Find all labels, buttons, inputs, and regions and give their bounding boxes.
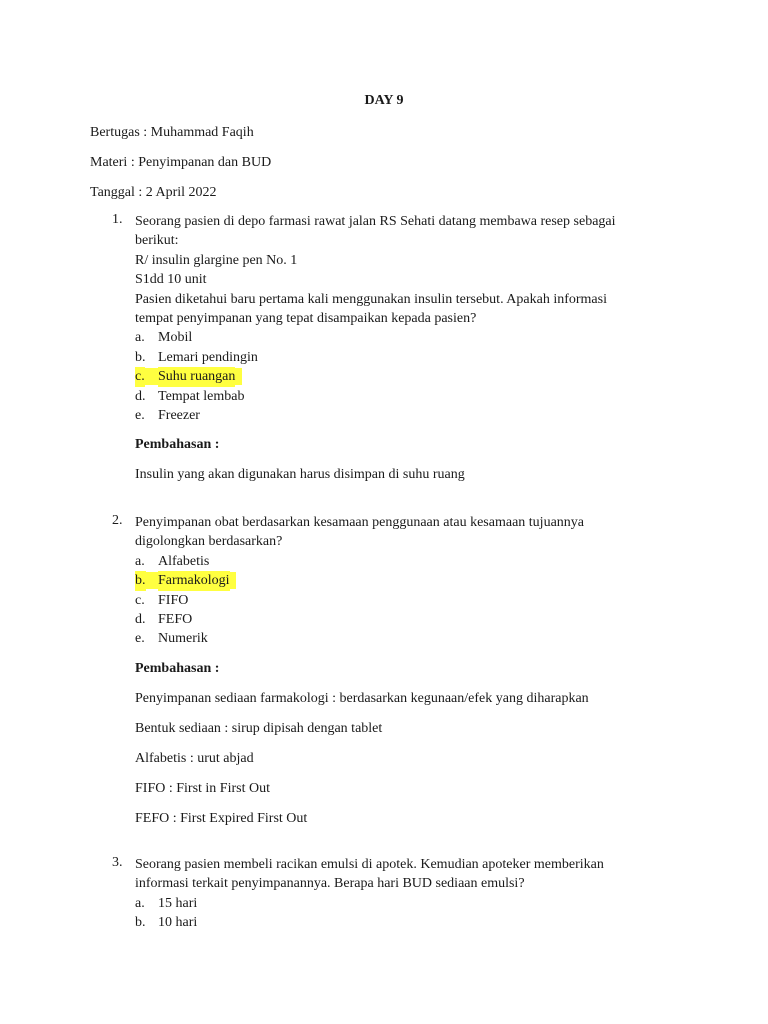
question-line: R/ insulin glargine pen No. 1	[135, 252, 298, 268]
answer-option-b	[135, 348, 665, 367]
answer-option-d	[135, 387, 665, 406]
question-line: Penyimpanan obat berdasarkan kesamaan penggunaan atau kesamaan tujuannya	[135, 515, 584, 530]
option-text: Lemari pendingin	[158, 349, 258, 365]
pembahasan-line: FEFO : First Expired First Out	[135, 810, 308, 826]
document-title-text: DAY 9	[364, 93, 404, 108]
question-number: 2.	[112, 513, 123, 528]
answer-option-a	[135, 552, 665, 571]
option-text: Suhu ruangan	[158, 367, 235, 386]
question-line: Seorang pasien di depo farmasi rawat jalan RS Sehati datang membawa resep sebagai	[135, 214, 616, 229]
option-text: Farmakologi	[158, 571, 230, 590]
option-text: Alfabetis	[158, 553, 210, 569]
option-text: Mobil	[158, 330, 193, 346]
question-line: tempat penyimpanan yang tepat disampaikan kepada pasien?	[135, 311, 477, 327]
question-line: Seorang pasien membeli racikan emulsi di apotek. Kemudian apoteker memberikan	[135, 857, 604, 872]
answer-option-b	[135, 913, 665, 932]
question-body	[135, 513, 665, 828]
option-letter: d.	[135, 611, 146, 627]
pembahasan-line: Penyimpanan sediaan farmakologi : berdasarkan kegunaan/efek yang diharapkan	[135, 690, 589, 706]
question-body	[135, 855, 665, 933]
question-number: 1.	[112, 212, 123, 227]
question-line: berikut:	[135, 233, 179, 249]
question-number: 3.	[112, 855, 123, 870]
answer-option-c	[135, 591, 665, 610]
option-letter: a.	[135, 553, 145, 569]
meta-materi: Materi : Penyimpanan dan BUD	[90, 155, 272, 170]
answer-option-c-highlighted	[135, 367, 665, 386]
option-text: Numerik	[158, 631, 208, 647]
option-letter: c.	[135, 592, 145, 608]
option-text: FIFO	[158, 592, 189, 608]
option-letter: a.	[135, 330, 145, 346]
pembahasan-line: FIFO : First in First Out	[135, 780, 270, 796]
pembahasan-line: Bentuk sediaan : sirup dipisah dengan tablet	[135, 720, 383, 736]
option-letter: d.	[135, 388, 146, 404]
answer-option-a	[135, 894, 665, 913]
answer-option-e	[135, 406, 665, 425]
question-line: S1dd 10 unit	[135, 272, 207, 288]
answer-option-a	[135, 328, 665, 347]
option-letter: b.	[135, 349, 146, 365]
document-title	[0, 93, 768, 109]
option-letter: e.	[135, 631, 145, 647]
question-line: informasi terkait penyimpanannya. Berapa hari BUD sediaan emulsi?	[135, 876, 525, 892]
answer-option-b-highlighted	[135, 571, 665, 590]
pembahasan-label: Pembahasan :	[135, 660, 220, 676]
option-text: Tempat lembab	[158, 388, 245, 404]
pembahasan-label: Pembahasan :	[135, 437, 220, 453]
pembahasan-line: Alfabetis : urut abjad	[135, 750, 254, 766]
answer-option-e	[135, 629, 665, 648]
question-line: digolongkan berdasarkan?	[135, 534, 283, 550]
option-letter: b.	[135, 915, 146, 931]
option-text: 10 hari	[158, 915, 198, 931]
question-line: Pasien diketahui baru pertama kali menggunakan insulin tersebut. Apakah informasi	[135, 291, 607, 307]
option-letter: c.	[135, 367, 145, 386]
pembahasan-line: Insulin yang akan digunakan harus disimpan di suhu ruang	[135, 467, 465, 483]
option-text: Freezer	[158, 408, 200, 423]
option-letter: a.	[135, 895, 145, 911]
option-text: FEFO	[158, 611, 193, 627]
option-text: 15 hari	[158, 895, 198, 911]
question-body	[135, 212, 665, 485]
answer-option-d	[135, 610, 665, 629]
meta-tanggal: Tanggal : 2 April 2022	[90, 185, 217, 200]
option-letter: b.	[135, 571, 146, 590]
meta-bertugas: Bertugas : Muhammad Faqih	[90, 125, 254, 140]
option-letter: e.	[135, 408, 145, 423]
